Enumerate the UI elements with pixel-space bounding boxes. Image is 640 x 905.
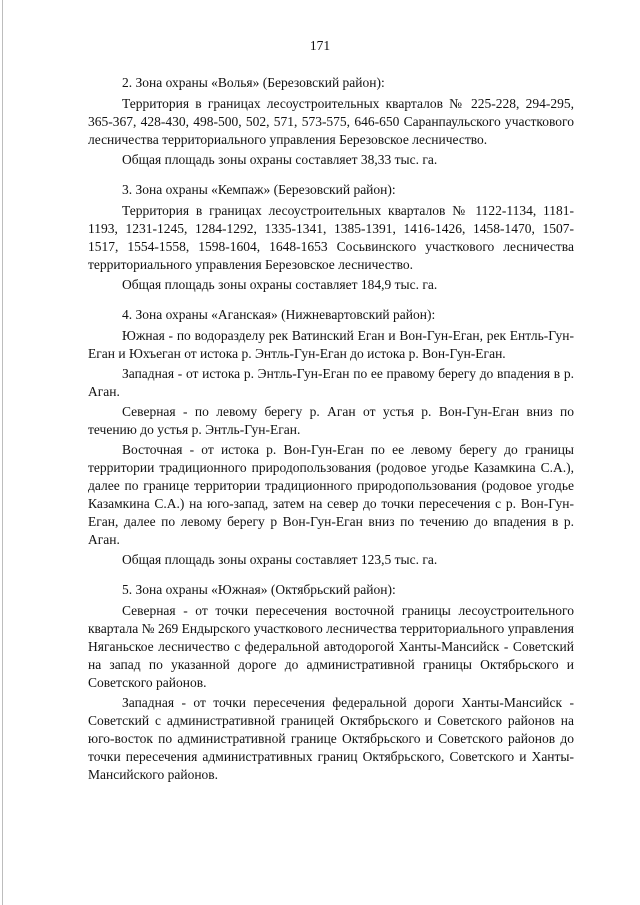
paragraph: Восточная - от истока р. Вон-Гун-Еган по ее левому берегу до границы территории традиционного природопользования (родовое угодье Казамкина С.А.), далее по границе территории традиционного природопользования (родовое угодье Казамкина С.А.) на юго-запад, затем на север до точки пересечения с р. Вон-Гун-Еган, далее по левому берегу р Вон-Гун-Еган вниз по течению до впадения в р. Аган. [88,442,574,547]
section-heading: 5. Зона охраны «Южная» (Октябрьский район): [122,582,396,597]
scan-edge [2,0,3,905]
paragraph: Западная - от истока р. Энтль-Гун-Еган по ее правому берегу до впадения в р. Аган. [88,366,574,399]
paragraph: Территория в границах лесоустроительных кварталов № 225-228, 294-295, 365-367, 428-430, 498-500, 502, 571, 573-575, 646-650 Саранпаульского участкового лесничества территориального управления Березовское лесничество. [88,96,574,147]
section-heading: 3. Зона охраны «Кемпаж» (Березовский район): [122,182,396,197]
section-volya [88,74,574,169]
paragraph: Общая площадь зоны охраны составляет 38,33 тыс. га. [122,152,438,167]
paragraph: Территория в границах лесоустроительных кварталов № 1122-1134, 1181-1193, 1231-1245, 1284-1292, 1335-1341, 1385-1391, 1416-1426, 1458-1470, 1507-1517, 1554-1558, 1598-1604, 1648-1653 Сосьвинского участкового лесничества территориального управления Березовское лесничество. [88,203,574,272]
paragraph: Общая площадь зоны охраны составляет 184,9 тыс. га. [122,277,438,292]
section-kempazh [88,181,574,294]
page-number: 171 [309,38,331,53]
section-heading: 4. Зона охраны «Аганская» (Нижневартовский район): [122,307,436,322]
section-yuzhnaya [88,581,574,784]
paragraph: Южная - по водоразделу рек Ватинский Еган и Вон-Гун-Еган, рек Ентль-Гун-Еган и Юхъеган от истока р. Энтль-Гун-Еган до истока р. Вон-Гун-Еган. [88,328,574,361]
section-aganskaya [88,306,574,569]
paragraph: Общая площадь зоны охраны составляет 123,5 тыс. га. [122,552,438,567]
document-body [88,74,574,796]
paragraph: Северная - от точки пересечения восточной границы лесоустроительного квартала № 269 Ендырского участкового лесничества территориального управления Няганьское лесничество с федеральной автодорогой Ханты-Мансийск - Советский на запад по указанной дороге до административной границы Октябрьского и Советского районов. [88,603,574,690]
section-heading: 2. Зона охраны «Волья» (Березовский район): [122,75,385,90]
paragraph: Северная - по левому берегу р. Аган от устья р. Вон-Гун-Еган вниз по течению до устья р. Энтль-Гун-Еган. [88,404,574,437]
paragraph: Западная - от точки пересечения федеральной дороги Ханты-Мансийск - Советский с административной границей Октябрьского и Советского районов на юго-восток по административной границе Октябрьского и Советского районов до точки пересечения административных границ Октябрьского, Советского и Ханты-Мансийского районов. [88,695,574,782]
